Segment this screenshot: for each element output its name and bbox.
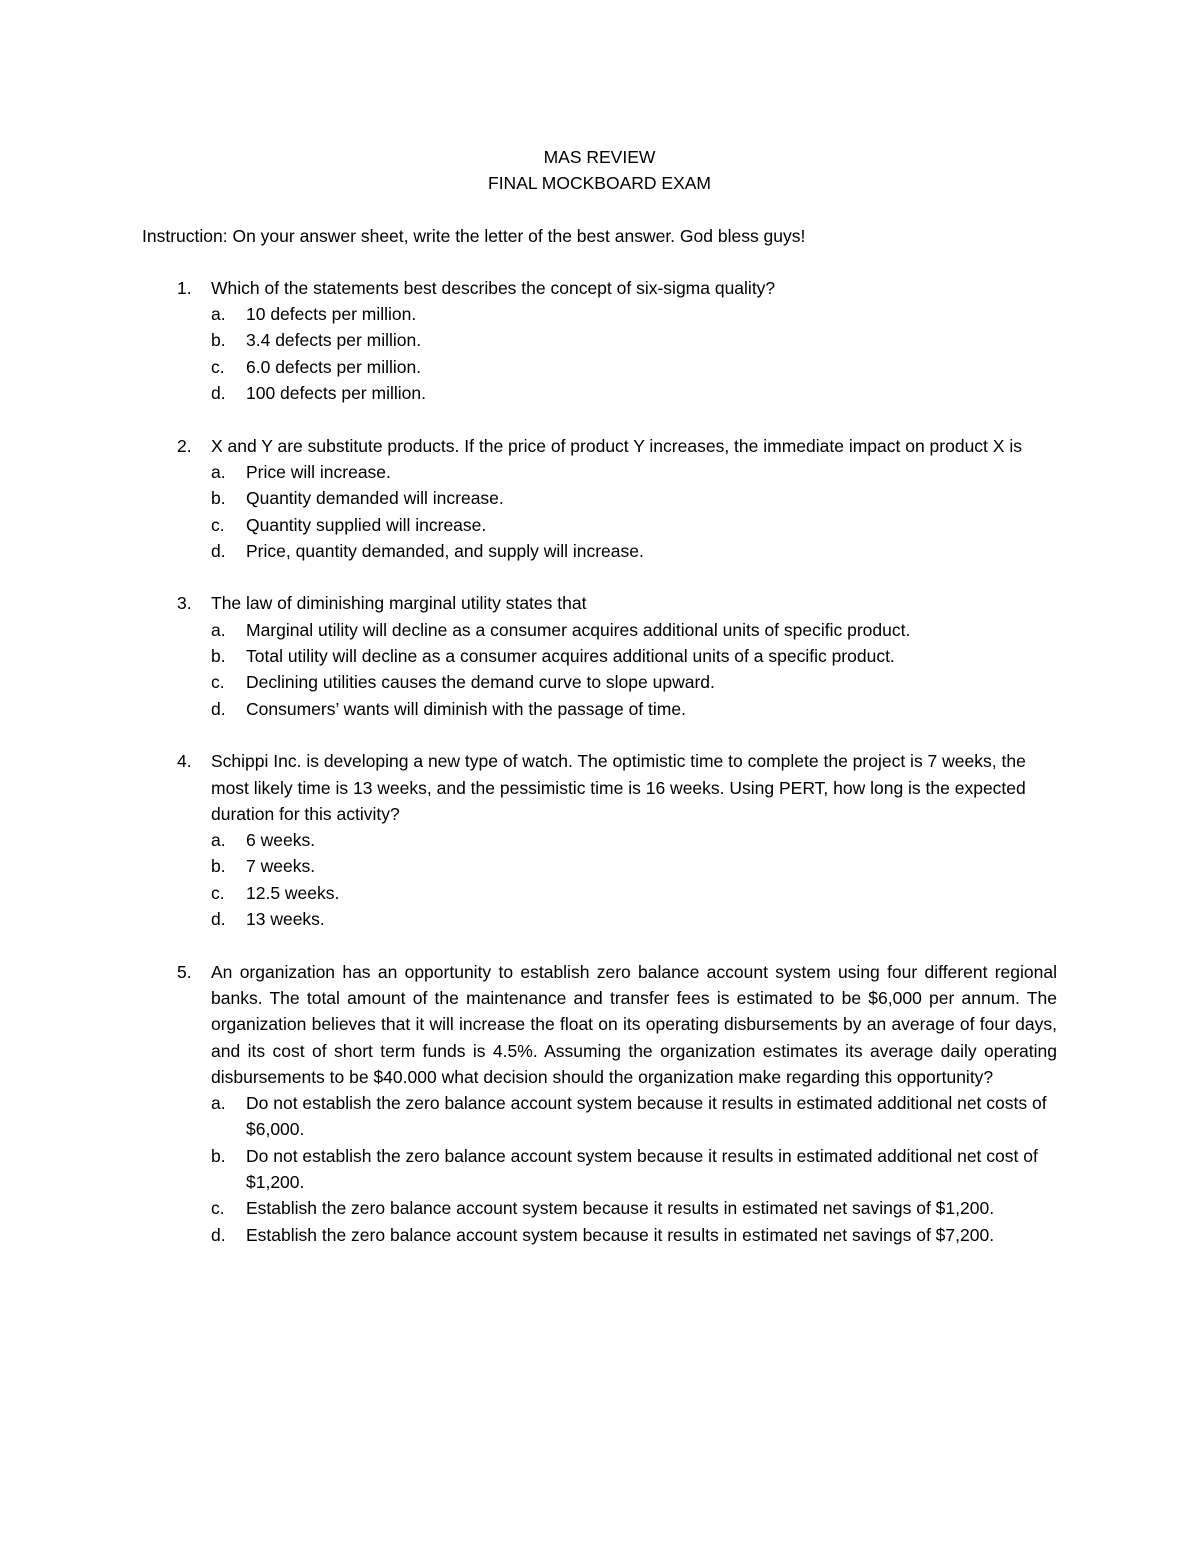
option-d (211, 906, 1057, 932)
option-text: 6.0 defects per million. (246, 356, 422, 377)
option-text: 13 weeks. (246, 909, 325, 930)
course-title: MAS REVIEW (543, 147, 656, 167)
option-text: 10 defects per million. (246, 304, 417, 325)
option-b (211, 1143, 1057, 1196)
option-c (211, 1195, 1057, 1221)
option-list (211, 1090, 1057, 1248)
option-text: Quantity supplied will increase. (246, 514, 487, 535)
option-letter: d. (211, 1224, 226, 1245)
option-d (211, 696, 1057, 722)
option-d (211, 1222, 1057, 1248)
option-letter: c. (211, 882, 225, 903)
option-text: Consumers’ wants will diminish with the passage of time. (246, 698, 686, 719)
option-a (211, 301, 1057, 327)
option-a (211, 1090, 1057, 1143)
option-c (211, 880, 1057, 906)
option-text: Do not establish the zero balance account system because it results in estimated additional net cost of $1,200. (246, 1145, 1038, 1192)
option-letter: c. (211, 514, 225, 535)
option-a (211, 459, 1057, 485)
question-number: 1. (177, 277, 192, 298)
option-letter: c. (211, 356, 225, 377)
option-letter: b. (211, 1145, 226, 1166)
option-letter: c. (211, 672, 225, 693)
question-text: An organization has an opportunity to establish zero balance account system using four different regional banks. The total amount of the maintenance and transfer fees is estimated to be $6,000 per annum. The organization believes that it will increase the float on its operating disbursements by an average of four days, and its cost of short term funds is 4.5%. Assuming the organization estimates its average daily operating disbursements to be $40.000 what decision should the organization make regarding this opportunity? (211, 961, 1057, 1087)
option-text: 7 weeks. (246, 856, 316, 877)
question-number: 5. (177, 961, 192, 982)
option-b (211, 485, 1057, 511)
option-letter: b. (211, 646, 226, 667)
option-text: 3.4 defects per million. (246, 330, 422, 351)
option-text: 12.5 weeks. (246, 882, 340, 903)
option-text: Total utility will decline as a consumer acquires additional units of a specific product. (246, 646, 895, 667)
option-c (211, 669, 1057, 695)
option-d (211, 538, 1057, 564)
option-letter: b. (211, 856, 226, 877)
option-letter: d. (211, 383, 226, 404)
option-d (211, 380, 1057, 406)
option-b (211, 643, 1057, 669)
option-letter: d. (211, 909, 226, 930)
question-2 (142, 433, 1057, 564)
option-letter: a. (211, 830, 226, 851)
option-text: Marginal utility will decline as a consumer acquires additional units of specific product. (246, 619, 911, 640)
option-letter: d. (211, 540, 226, 561)
option-letter: a. (211, 304, 226, 325)
option-text: Do not establish the zero balance account system because it results in estimated additional net costs of $6,000. (246, 1093, 1047, 1140)
option-b (211, 853, 1057, 879)
option-c (211, 354, 1057, 380)
question-3 (142, 590, 1057, 721)
question-number: 2. (177, 435, 192, 456)
option-letter: d. (211, 698, 226, 719)
option-b (211, 327, 1057, 353)
option-list (211, 301, 1057, 406)
question-text: Schippi Inc. is developing a new type of watch. The optimistic time to complete the project is 7 weeks, the most likely time is 13 weeks, and the pessimistic time is 16 weeks. Using PERT, how long is the expected duration for this activity? (211, 751, 1026, 824)
option-letter: a. (211, 461, 226, 482)
instruction-text: Instruction: On your answer sheet, write the letter of the best answer. God bless guys! (142, 225, 806, 246)
option-list (211, 459, 1057, 564)
option-text: Quantity demanded will increase. (246, 488, 504, 509)
option-list (211, 617, 1057, 722)
option-letter: b. (211, 488, 226, 509)
option-text: Declining utilities causes the demand curve to slope upward. (246, 672, 715, 693)
option-text: Establish the zero balance account system because it results in estimated net savings of $7,200. (246, 1224, 995, 1245)
option-letter: a. (211, 1093, 226, 1114)
option-letter: b. (211, 330, 226, 351)
question-5 (142, 959, 1057, 1248)
question-text: X and Y are substitute products. If the price of product Y increases, the immediate impact on product X is (211, 435, 1022, 456)
option-a (211, 827, 1057, 853)
option-letter: c. (211, 1198, 225, 1219)
option-text: 100 defects per million. (246, 383, 426, 404)
option-text: Establish the zero balance account system because it results in estimated net savings of $1,200. (246, 1198, 995, 1219)
question-1 (142, 275, 1057, 406)
exam-title: FINAL MOCKBOARD EXAM (488, 173, 711, 194)
option-c (211, 512, 1057, 538)
question-4 (142, 748, 1057, 932)
option-text: Price, quantity demanded, and supply will increase. (246, 540, 644, 561)
question-number: 3. (177, 593, 192, 614)
option-list (211, 827, 1057, 932)
option-text: 6 weeks. (246, 830, 316, 851)
option-letter: a. (211, 619, 226, 640)
option-text: Price will increase. (246, 461, 391, 482)
exam-header (142, 144, 1057, 197)
question-text: The law of diminishing marginal utility states that (211, 593, 587, 614)
question-text: Which of the statements best describes the concept of six-sigma quality? (211, 277, 776, 298)
option-a (211, 617, 1057, 643)
question-number: 4. (177, 751, 192, 772)
